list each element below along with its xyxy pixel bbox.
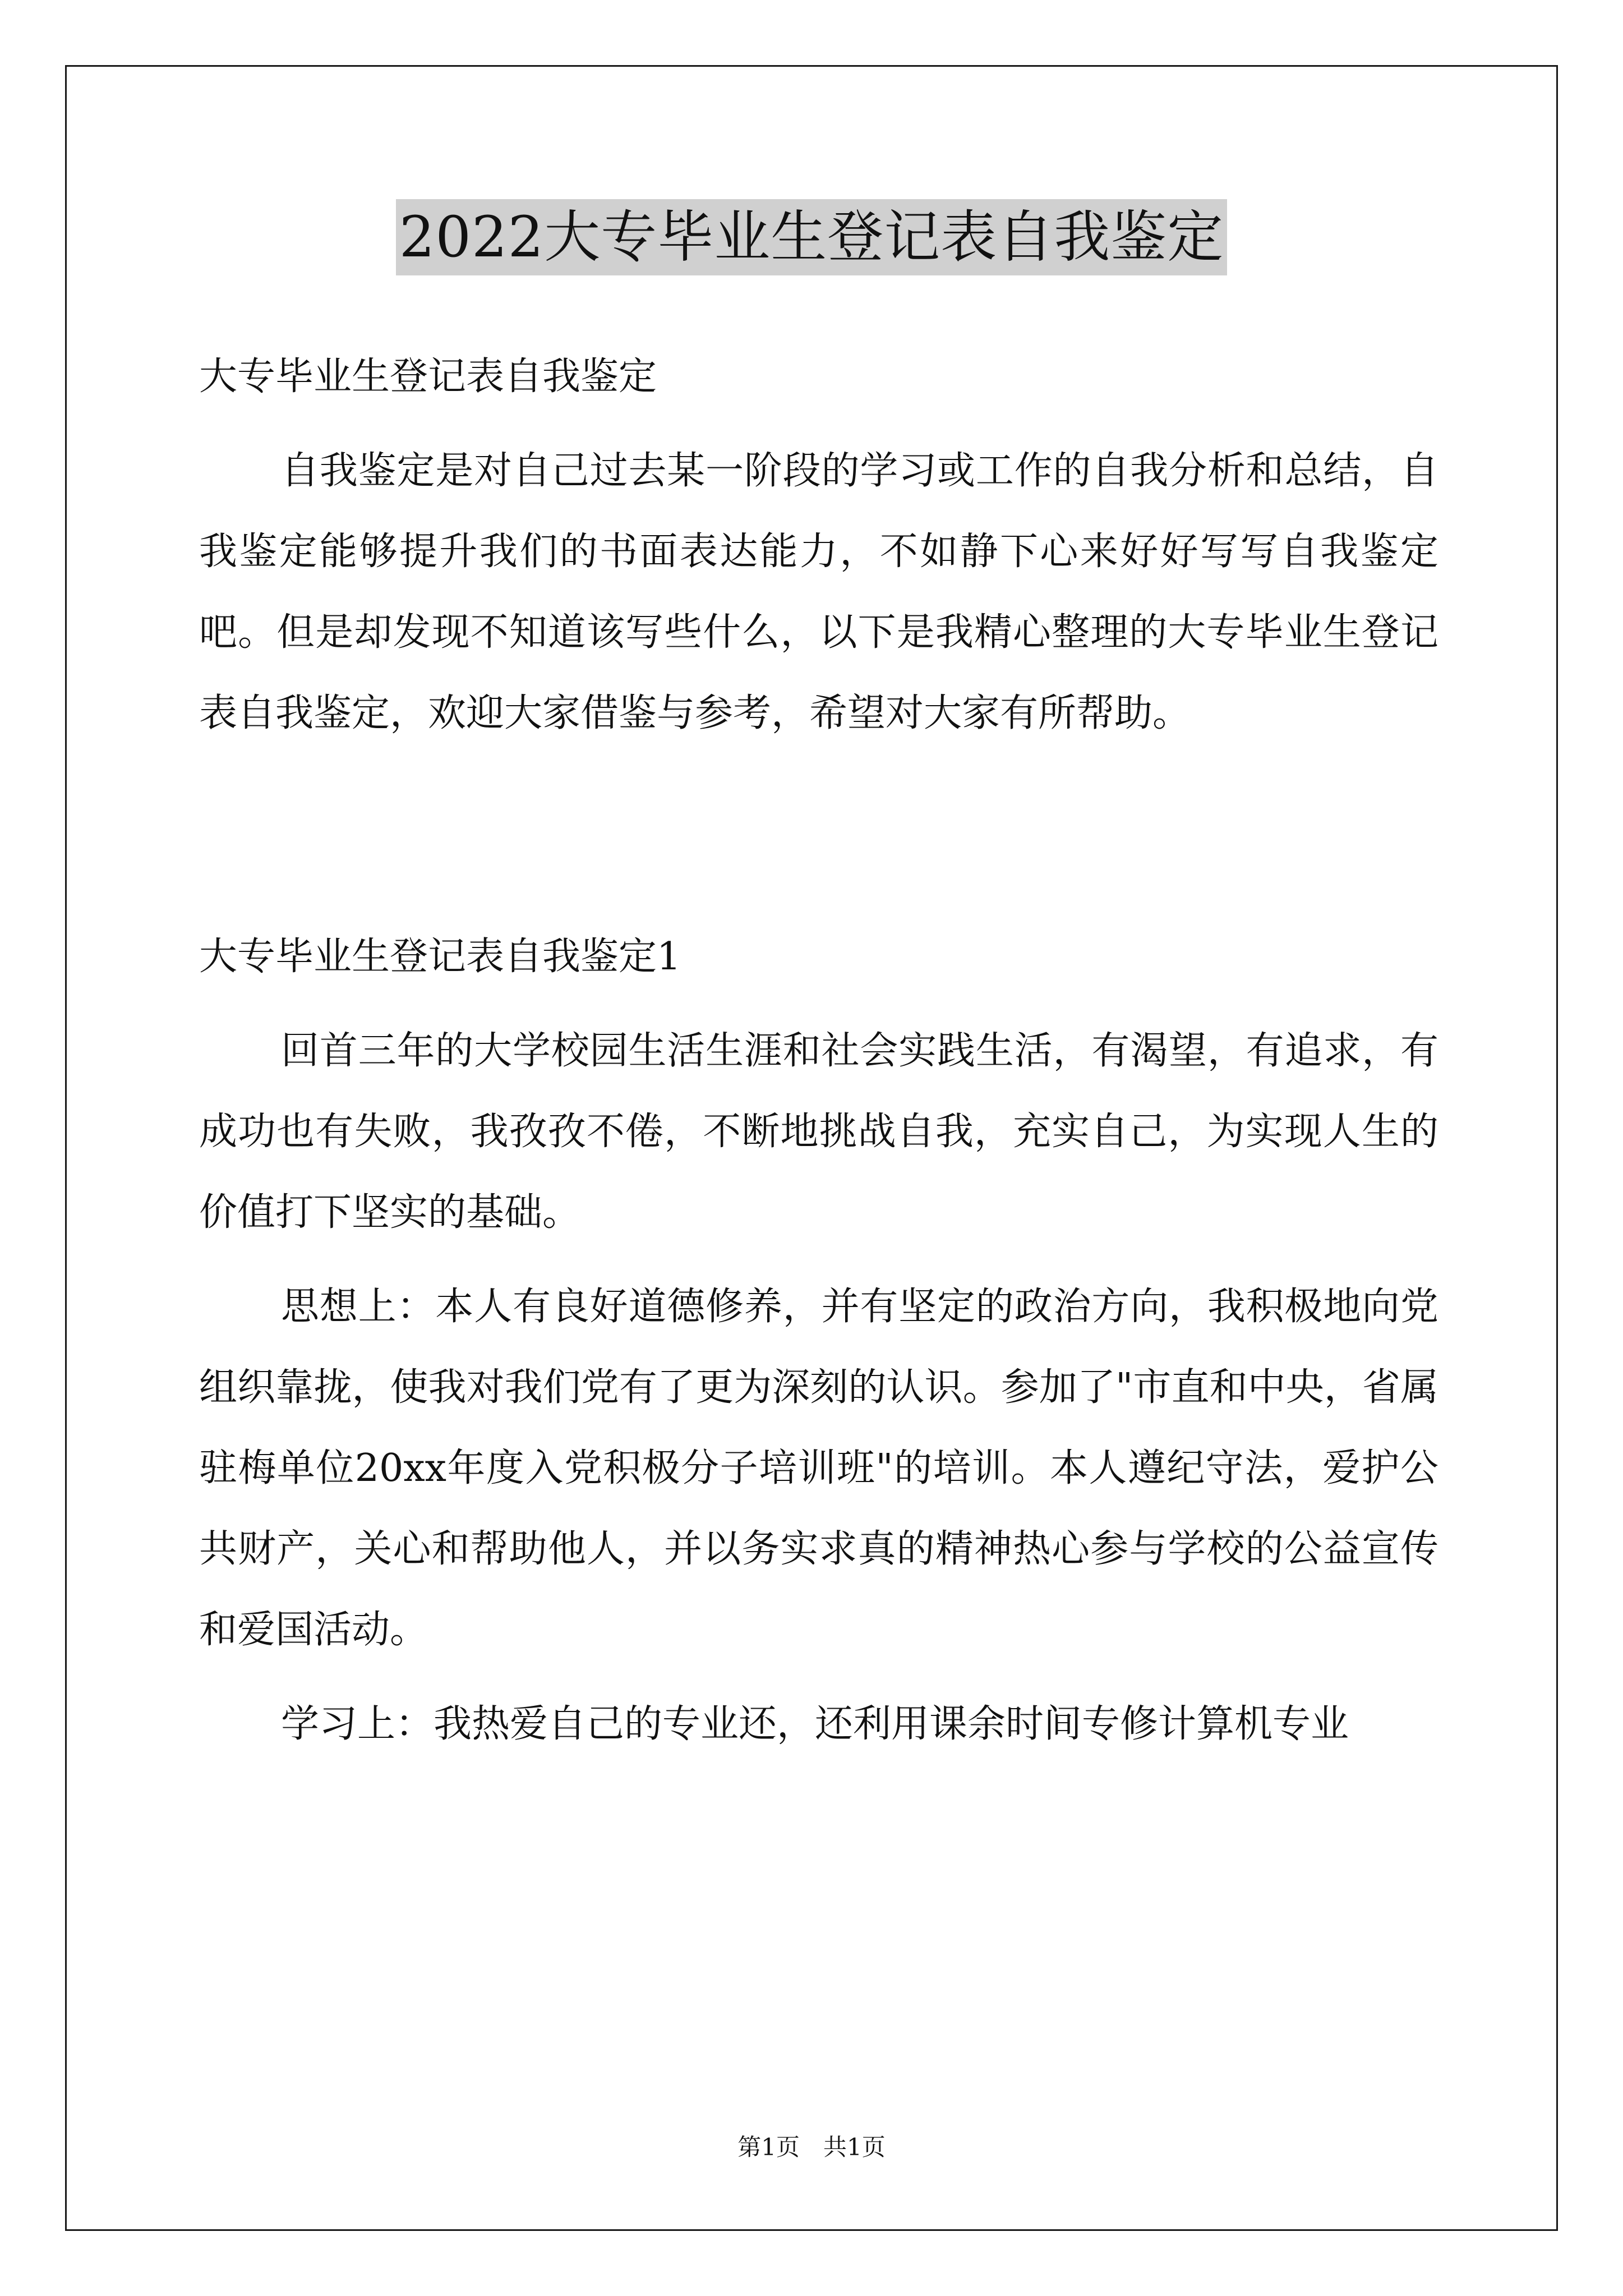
page-footer: 第1页 共1页: [737, 2133, 886, 2161]
document-body: [199, 337, 1438, 1765]
intro-paragraph: 自我鉴定是对自己过去某一阶段的学习或工作的自我分析和总结，自我鉴定能够提升我们的书面表达能力，不如静下心来好好写写自我鉴定吧。但是却发现不知道该写些什么，以下是我精心整理的大专毕业生登记表自我鉴定，欢迎大家借鉴与参考，希望对大家有所帮助。: [199, 449, 1438, 735]
section-heading: 大专毕业生登记表自我鉴定1: [199, 935, 681, 979]
paragraph: 学习上：我热爱自己的专业还，还利用课余时间专修计算机专业: [281, 1702, 1349, 1746]
spacer: [199, 997, 1438, 1011]
paragraph: 回首三年的大学校园生活生涯和社会实践生活，有渴望，有追求，有成功也有失败，我孜孜不倦，不断地挑战自我，充实自己，为实现人生的价值打下坚实的基础。: [199, 1029, 1438, 1235]
spacer: [199, 754, 1438, 917]
spacer: [199, 1671, 1438, 1684]
spacer: [199, 417, 1438, 431]
document-title: 2022大专毕业生登记表自我鉴定: [396, 199, 1228, 275]
subtitle: 大专毕业生登记表自我鉴定: [199, 355, 657, 399]
paragraph: 思想上：本人有良好道德修养，并有坚定的政治方向，我积极地向党组织靠拢，使我对我们党有了更为深刻的认识。参加了"市直和中央，省属驻梅单位20xx年度入党积极分子培训班"的培训。本人遵纪守法，爱护公共财产，关心和帮助他人，并以务实求真的精神热心参与学校的公益宣传和爱国活动。: [199, 1285, 1438, 1652]
spacer: [199, 1253, 1438, 1267]
title-container: [0, 199, 1623, 275]
